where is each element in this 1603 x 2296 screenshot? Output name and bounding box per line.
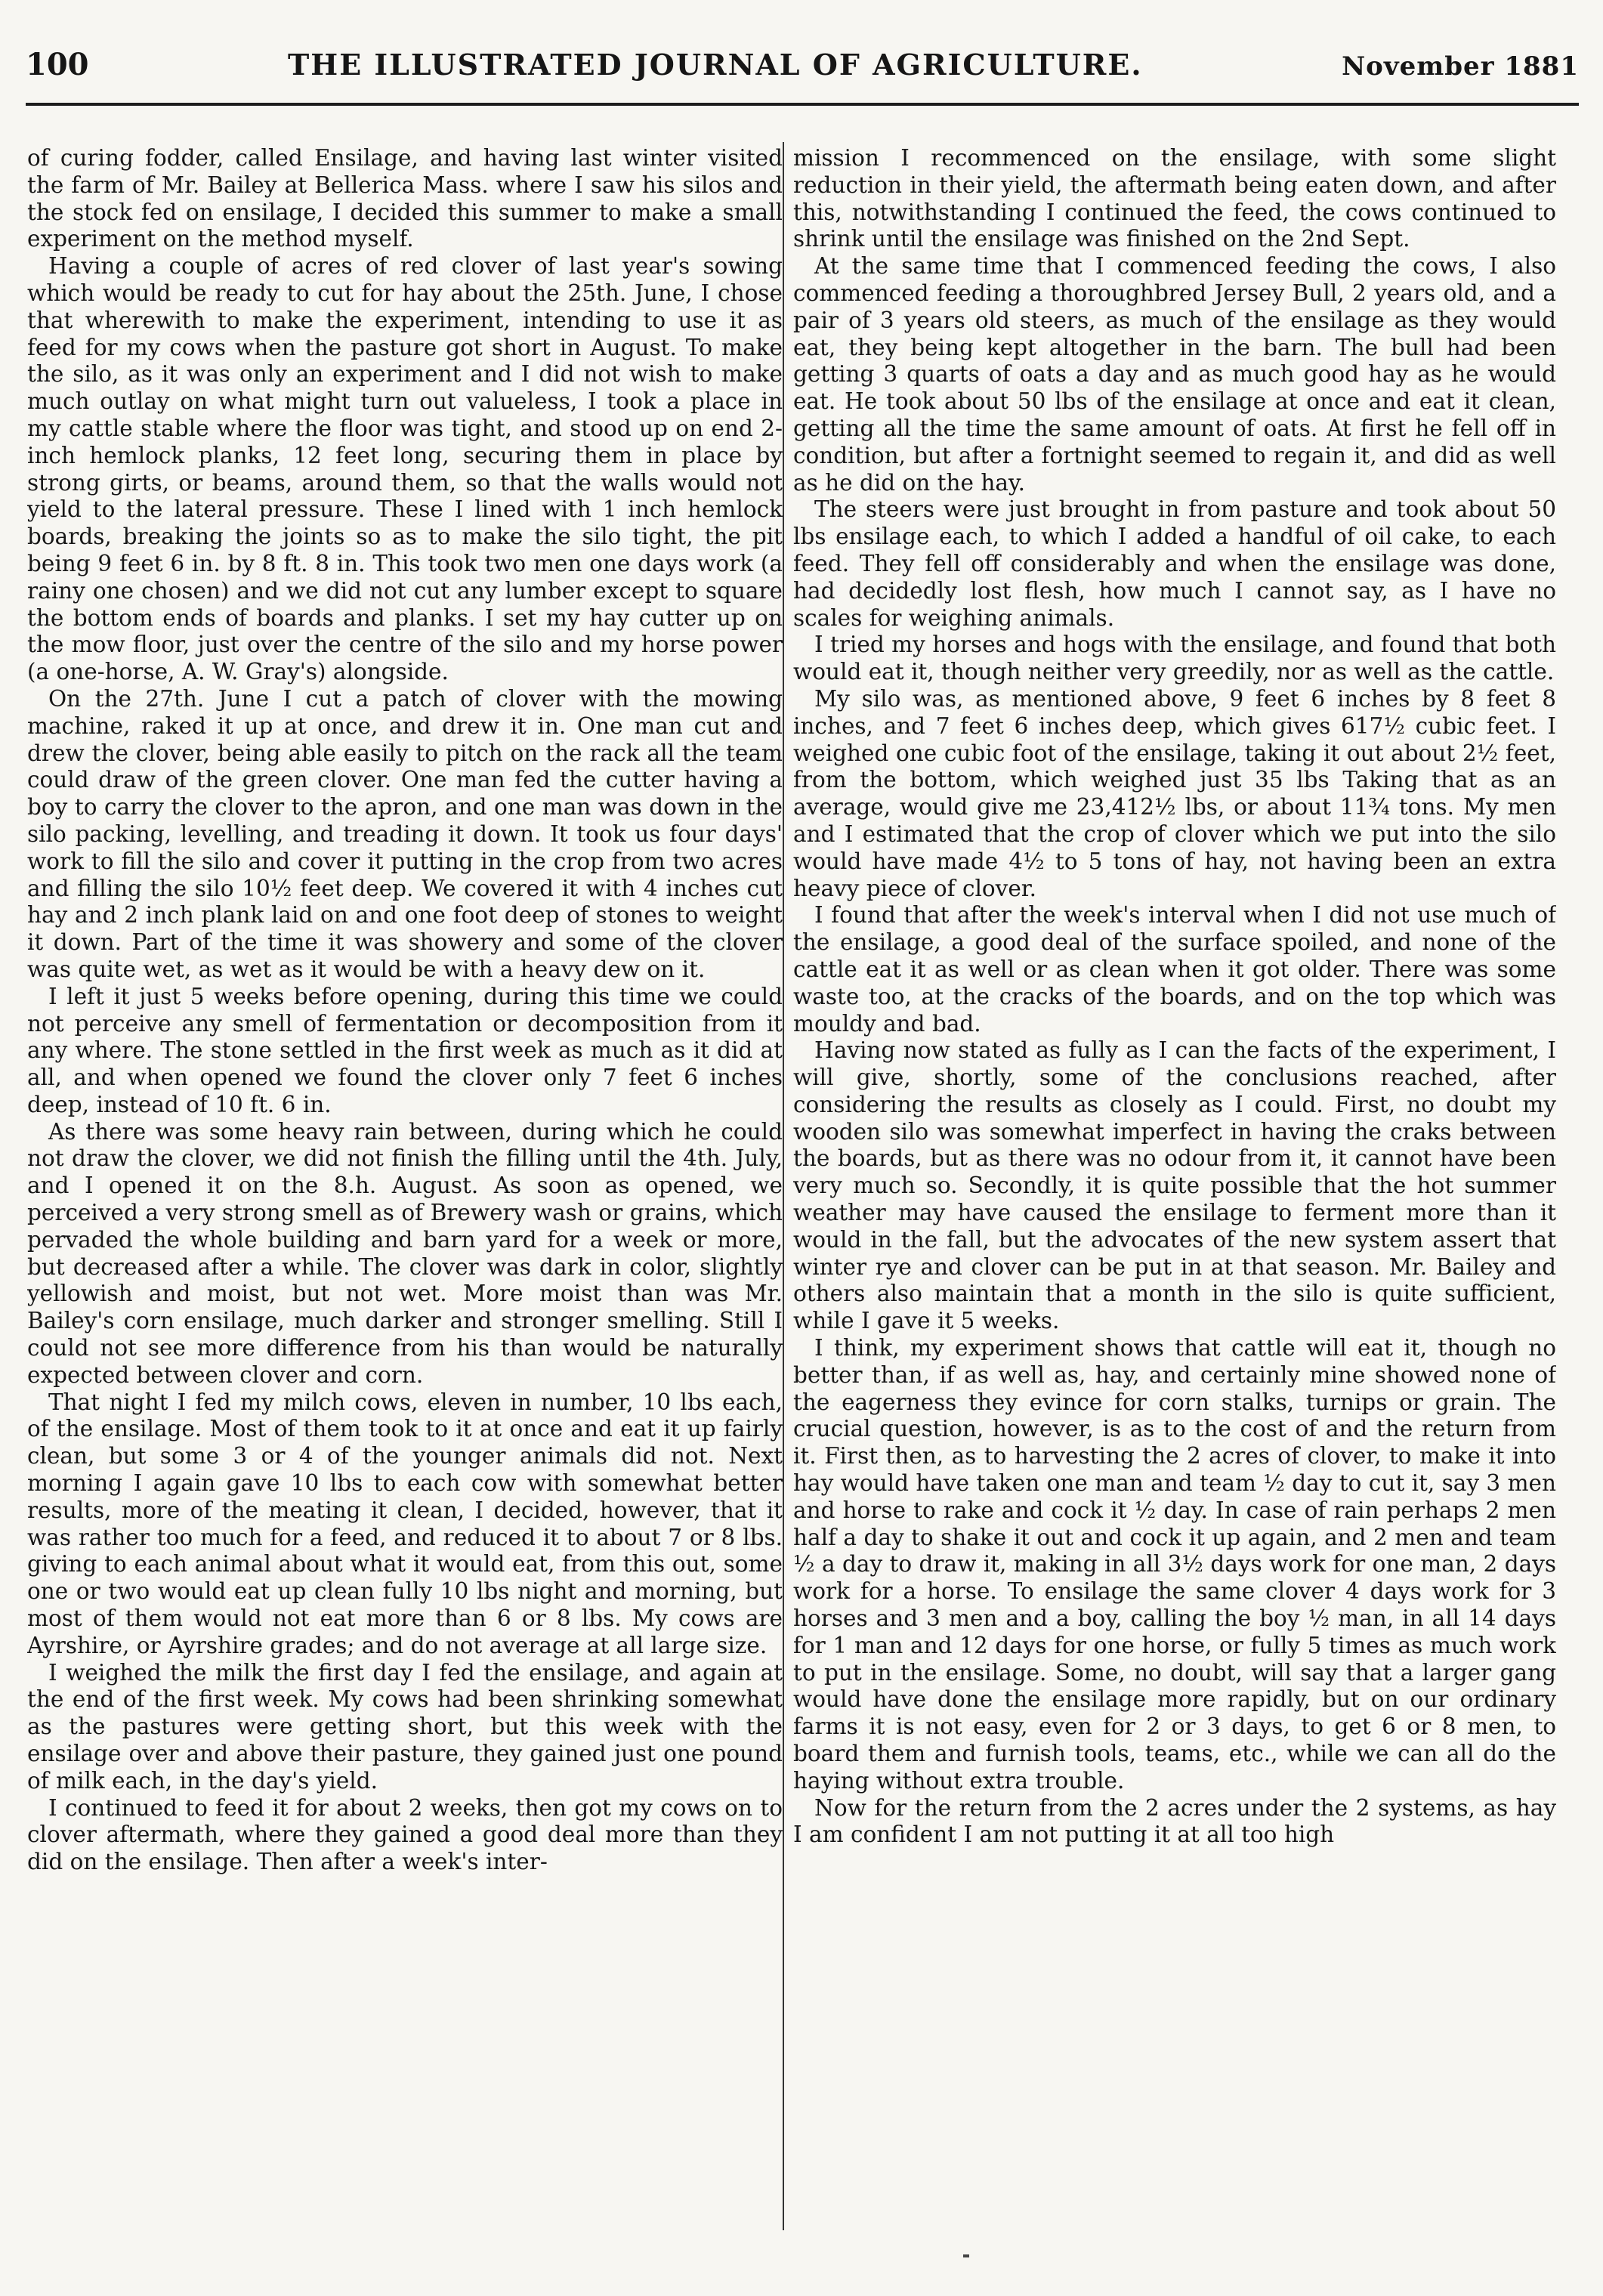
journal-title: THE ILLUSTRATED JOURNAL OF AGRICULTURE. — [288, 48, 1143, 82]
header-rule — [26, 103, 1579, 106]
paragraph: mission I recommenced on the ensilage, with some slight reduction in their yield, the aftermath being eaten down, and after this, notwithstanding I continued the feed, the cows continued to shrink until the ensilage was finished on the 2nd Sept. — [793, 145, 1556, 252]
paragraph: At the same time that I commenced feeding the cows, I also commenced feeding a thoroughbred Jersey Bull, 2 years old, and a pair of 3 years old steers, as much of the ensilage as they would eat, they being kept altogether in the barn. The bull had been getting 3 quarts of oats a day and as much good hay as he would eat. He took about 50 lbs of the ensilage at once and eat it clean, getting all the time the same amount of oats. At first he fell off in condition, but after a fortnight seemed to regain it, and did as well as he did on the hay. — [793, 253, 1556, 496]
paragraph: My silo was, as mentioned above, 9 feet 6 inches by 8 feet 8 inches, and 7 feet 6 inches deep, which gives 617½ cubic feet. I weighed one cubic foot of the ensilage, taking it out about 2½ feet, from the bottom, which weighed just 35 lbs Taking that as an average, would give me 23,412½ lbs, or about 11¾ tons. My men and I estimated that the crop of clover which we put into the silo would have made 4½ to 5 tons of hay, not having been an extra heavy piece of clover. — [793, 685, 1556, 901]
paragraph: Having now stated as fully as I can the facts of the experiment, I will give, shortly, some of the conclusions reached, after considering the results as closely as I could. First, no doubt my wooden silo was somewhat imperfect in having the craks between the boards, but as there was no odour from it, it cannot have been very much so. Secondly, it is quite possible that the hot summer weather may have caused the ensilage to ferment more than it would in the fall, but the advocates of the new system assert that winter rye and clover can be put in at that season. Mr. Bailey and others also maintain that a month in the silo is quite sufficient, while I gave it 5 weeks. — [793, 1037, 1556, 1334]
paragraph: On the 27th. June I cut a patch of clover with the mowing machine, raked it up at once, and drew it in. One man cut and drew the clover, being able easily to pitch on the rack all the team could draw of the green clover. One man fed the cutter having a boy to carry the clover to the apron, and one man was down in the silo packing, levelling, and treading it down. It took us four days' work to fill the silo and cover it putting in the crop from two acres and filling the silo 10½ feet deep. We covered it with 4 inches cut hay and 2 inch plank laid on and one foot deep of stones to weight it down. Part of the time it was showery and some of the clover was quite wet, as wet as it would be with a heavy dew on it. — [27, 685, 783, 982]
issue-date: November 1881 — [1342, 51, 1579, 82]
paragraph: I weighed the milk the first day I fed the ensilage, and again at the end of the first week. My cows had been shrinking somewhat as the pastures were getting short, but this week with the ensilage over and above their pasture, they gained just one pound of milk each, in the day's yield. — [27, 1659, 783, 1794]
column-rule — [783, 142, 784, 2230]
print-mark — [963, 2254, 969, 2257]
paragraph: The steers were just brought in from pasture and took about 50 lbs ensilage each, to which I added a handful of oil cake, to each feed. They fell off considerably and when the ensilage was done, had decidedly lost flesh, how much I cannot say, as I have no scales for weighing animals. — [793, 496, 1556, 631]
right-column — [793, 145, 1556, 2229]
paragraph: I think, my experiment shows that cattle will eat it, though no better than, if as well as, hay, and certainly mine showed none of the eagerness they evince for corn stalks, turnips or grain. The crucial question, however, is as to the cost of and the return from it. First then, as to harvesting the 2 acres of clover, to make it into hay would have taken one man and team ½ day to cut it, say 3 men and horse to rake and cock it ½ day. In case of rain perhaps 2 men half a day to shake it out and cock it up again, and 2 men and team ½ a day to draw it, making in all 3½ days work for one man, 2 days work for a horse. To ensilage the same clover 4 days work for 3 horses and 3 men and a boy, calling the boy ½ man, in all 14 days for 1 man and 12 days for one horse, or fully 5 times as much work to put in the ensilage. Some, no doubt, will say that a larger gang would have done the ensilage more rapidly, but on our ordinary farms it is not easy, even for 2 or 3 days, to get 6 or 8 men, to board them and furnish tools, teams, etc., while we can all do the haying without extra trouble. — [793, 1335, 1556, 1794]
page-number: 100 — [26, 47, 89, 82]
paragraph: I left it just 5 weeks before opening, during this time we could not perceive any smell of fermentation or decomposition from it any where. The stone settled in the first week as much as it did at all, and when opened we found the clover only 7 feet 6 inches deep, instead of 10 ft. 6 in. — [27, 983, 783, 1117]
paragraph: Having a couple of acres of red clover of last year's sowing which would be ready to cut for hay about the 25th. June, I chose that wherewith to make the experiment, intending to use it as feed for my cows when the pasture got short in August. To make the silo, as it was only an experiment and I did not wish to make much outlay on what might turn out valueless, I took a place in my cattle stable where the floor was tight, and stood up on end 2-inch hemlock planks, 12 feet long, securing them in place by strong girts, or beams, around them, so that the walls would not yield to the lateral pressure. These I lined with 1 inch hemlock boards, breaking the joints so as to make the silo tight, the pit being 9 feet 6 in. by 8 ft. 8 in. This took two men one days work (a rainy one chosen) and we did not cut any lumber except to square the bottom ends of boards and planks. I set my hay cutter up on the mow floor, just over the centre of the silo and my horse power (a one-horse, A. W. Gray's) alongside. — [27, 253, 783, 685]
paragraph: As there was some heavy rain between, during which he could not draw the clover, we did not finish the filling until the 4th. July, and I opened it on the 8.h. August. As soon as opened, we perceived a very strong smell as of Brewery wash or grains, which pervaded the whole building and barn yard for a week or more, but decreased after a while. The clover was dark in color, slightly yellowish and moist, but not wet. More moist than was Mr. Bailey's corn ensilage, much darker and stronger smelling. Still I could not see more difference from his than would be naturally expected between clover and corn. — [27, 1118, 783, 1388]
left-column — [27, 145, 783, 2229]
paragraph: I continued to feed it for about 2 weeks, then got my cows on to clover aftermath, where they gained a good deal more than they did on the ensilage. Then after a week's inter- — [27, 1794, 783, 1875]
page-header — [26, 47, 1579, 92]
paragraph: That night I fed my milch cows, eleven in number, 10 lbs each, of the ensilage. Most of them took to it at once and eat it up fairly clean, but some 3 or 4 of the younger animals did not. Next morning I again gave 10 lbs to each cow with somewhat better results, more of the meating it clean, I decided, however, that it was rather too much for a feed, and reduced it to about 7 or 8 lbs. giving to each animal about what it would eat, from this out, some one or two would eat up clean fully 10 lbs night and morning, but most of them would not eat more than 6 or 8 lbs. My cows are Ayrshire, or Ayrshire grades; and do not average at all large size. — [27, 1389, 783, 1658]
paragraph: I tried my horses and hogs with the ensilage, and found that both would eat it, though neither very greedily, nor as well as the cattle. — [793, 632, 1556, 685]
paragraph: of curing fodder, called Ensilage, and having last winter visited the farm of Mr. Bailey at Bellerica Mass. where I saw his silos and the stock fed on ensilage, I decided this summer to make a small experiment on the method myself. — [27, 145, 783, 252]
paragraph: I found that after the week's interval when I did not use much of the ensilage, a good deal of the surface spoiled, and none of the cattle eat it as well or as clean when it got older. There was some waste too, at the cracks of the boards, and on the top which was mouldy and bad. — [793, 902, 1556, 1037]
paragraph: Now for the return from the 2 acres under the 2 systems, as hay I am confident I am not putting it at all too high — [793, 1794, 1556, 1848]
